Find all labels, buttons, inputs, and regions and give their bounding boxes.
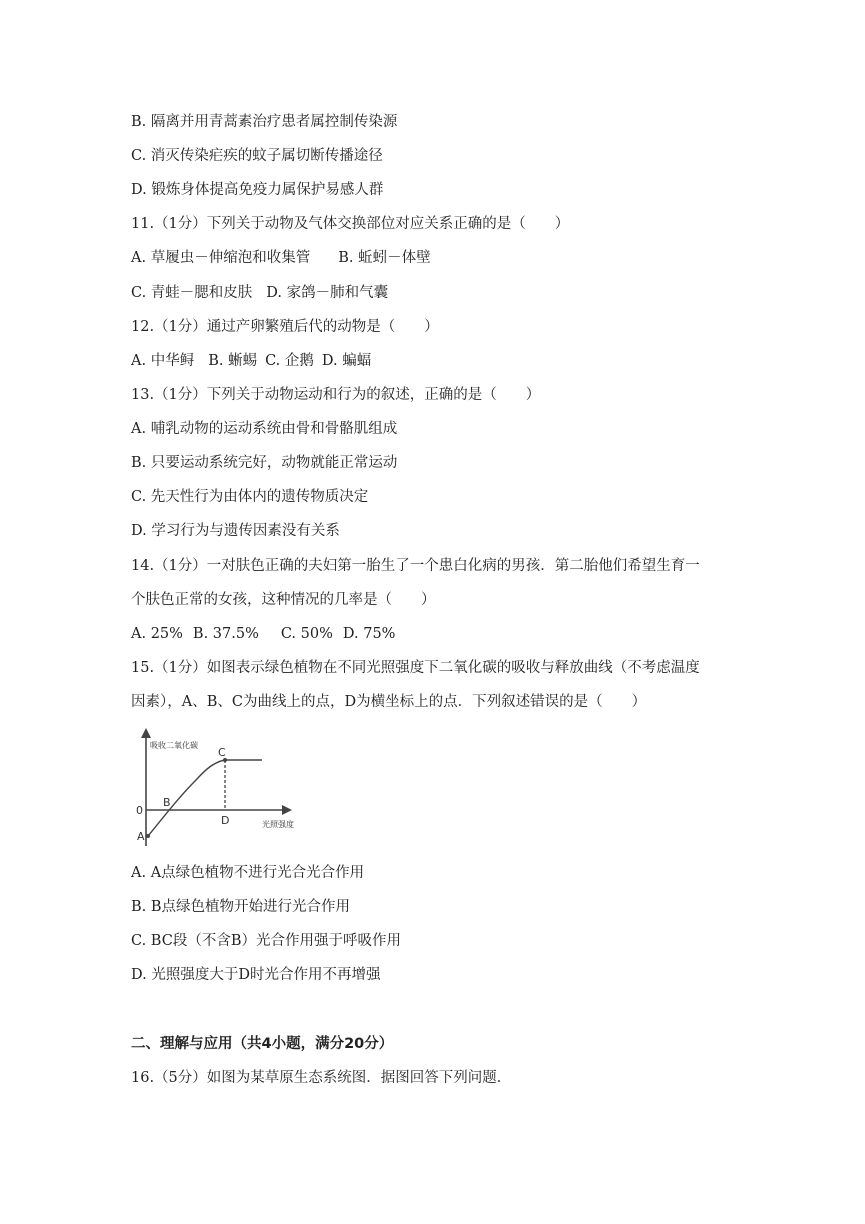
q15-option-d: D. 光照强度大于D时光合作用不再增强 — [131, 967, 381, 983]
q12-option-b: B. 蜥蜴 — [208, 353, 258, 369]
q11-option-c: C. 青蛙－腮和皮肤 — [131, 285, 253, 301]
q14-option-c: C. 50% — [280, 626, 333, 642]
q13-option-a: A. 哺乳动物的运动系统由骨和骨骼肌组成 — [131, 421, 398, 437]
q14-option-d: D. 75% — [342, 626, 396, 642]
origin-label: 0 — [136, 804, 143, 817]
q10-option-d: D. 锻炼身体提高免疫力属保护易感人群 — [131, 182, 384, 198]
q16-stem: 16.（5分）如图为某草原生态系统图．据图回答下列问题． — [131, 1070, 512, 1086]
point-d-label: D — [221, 814, 230, 827]
q13-option-c: C. 先天性行为由体内的遗传物质决定 — [131, 489, 369, 505]
q15-stem-line1: 15.（1分）如图表示绿色植物在不同光照强度下二氧化碳的吸收与释放曲线（不考虑温度 — [131, 660, 700, 676]
q15-option-c: C. BC段（不含B）光合作用强于呼吸作用 — [131, 933, 401, 949]
q10-option-b: B. 隔离并用青蒿素治疗患者属控制传染源 — [131, 114, 398, 130]
q14-option-a: A. 25% — [131, 626, 183, 642]
co2-light-curve-figure — [136, 728, 306, 850]
q15-stem-line2: 因素），A、B、C为曲线上的点，D为横坐标上的点．下列叙述错误的是（ ） — [131, 694, 647, 710]
q12-option-a: A. 中华鲟 — [131, 353, 195, 369]
q14-stem-line2: 个肤色正常的女孩，这种情况的几率是（ ） — [131, 592, 436, 608]
point-a — [146, 834, 150, 838]
q13-option-d: D. 学习行为与遗传因素没有关系 — [131, 523, 340, 539]
q11-options-row1 — [131, 248, 431, 268]
q14-option-b: B. 37.5% — [192, 626, 259, 642]
section2-heading: 二、理解与应用（共4小题，满分20分） — [131, 1036, 394, 1052]
x-axis-label: 光照强度 — [262, 820, 294, 829]
q11-options-row2 — [131, 283, 388, 303]
q10-option-c: C. 消灭传染疟疾的蚊子属切断传播途径 — [131, 148, 383, 164]
q12-option-d: D. 蝙蝠 — [321, 353, 372, 369]
q11-stem: 11.（1分）下列关于动物及气体交换部位对应关系正确的是（ ） — [131, 216, 570, 232]
q12-options-row — [131, 351, 371, 371]
y-axis-arrow — [141, 728, 151, 738]
q11-option-a: A. 草履虫－伸缩泡和收集管 — [131, 250, 311, 266]
q15-option-a: A. A点绿色植物不进行光合光合作用 — [131, 865, 365, 881]
x-axis-arrow — [282, 805, 292, 815]
q15-option-b: B. B点绿色植物开始进行光合作用 — [131, 899, 351, 915]
q11-option-d: D. 家鸽－肺和气囊 — [266, 285, 389, 301]
point-b-label: B — [163, 796, 171, 809]
y-axis-label: 吸收二氧化碳 — [150, 741, 198, 750]
point-c-label: C — [218, 746, 226, 759]
q13-option-b: B. 只要运动系统完好，动物就能正常运动 — [131, 455, 398, 471]
q12-stem: 12.（1分）通过产卵繁殖后代的动物是（ ） — [131, 319, 439, 335]
point-a-label: A — [137, 830, 145, 843]
q12-option-c: C. 企鹅 — [265, 353, 314, 369]
q13-stem: 13.（1分）下列关于动物运动和行为的叙述，正确的是（ ） — [131, 387, 541, 403]
q11-option-b: B. 蚯蚓－体壁 — [338, 250, 431, 266]
q14-options-row — [131, 624, 395, 644]
q14-stem-line1: 14.（1分）一对肤色正确的夫妇第一胎生了一个患白化病的男孩．第二胎他们希望生育一 — [131, 558, 700, 574]
